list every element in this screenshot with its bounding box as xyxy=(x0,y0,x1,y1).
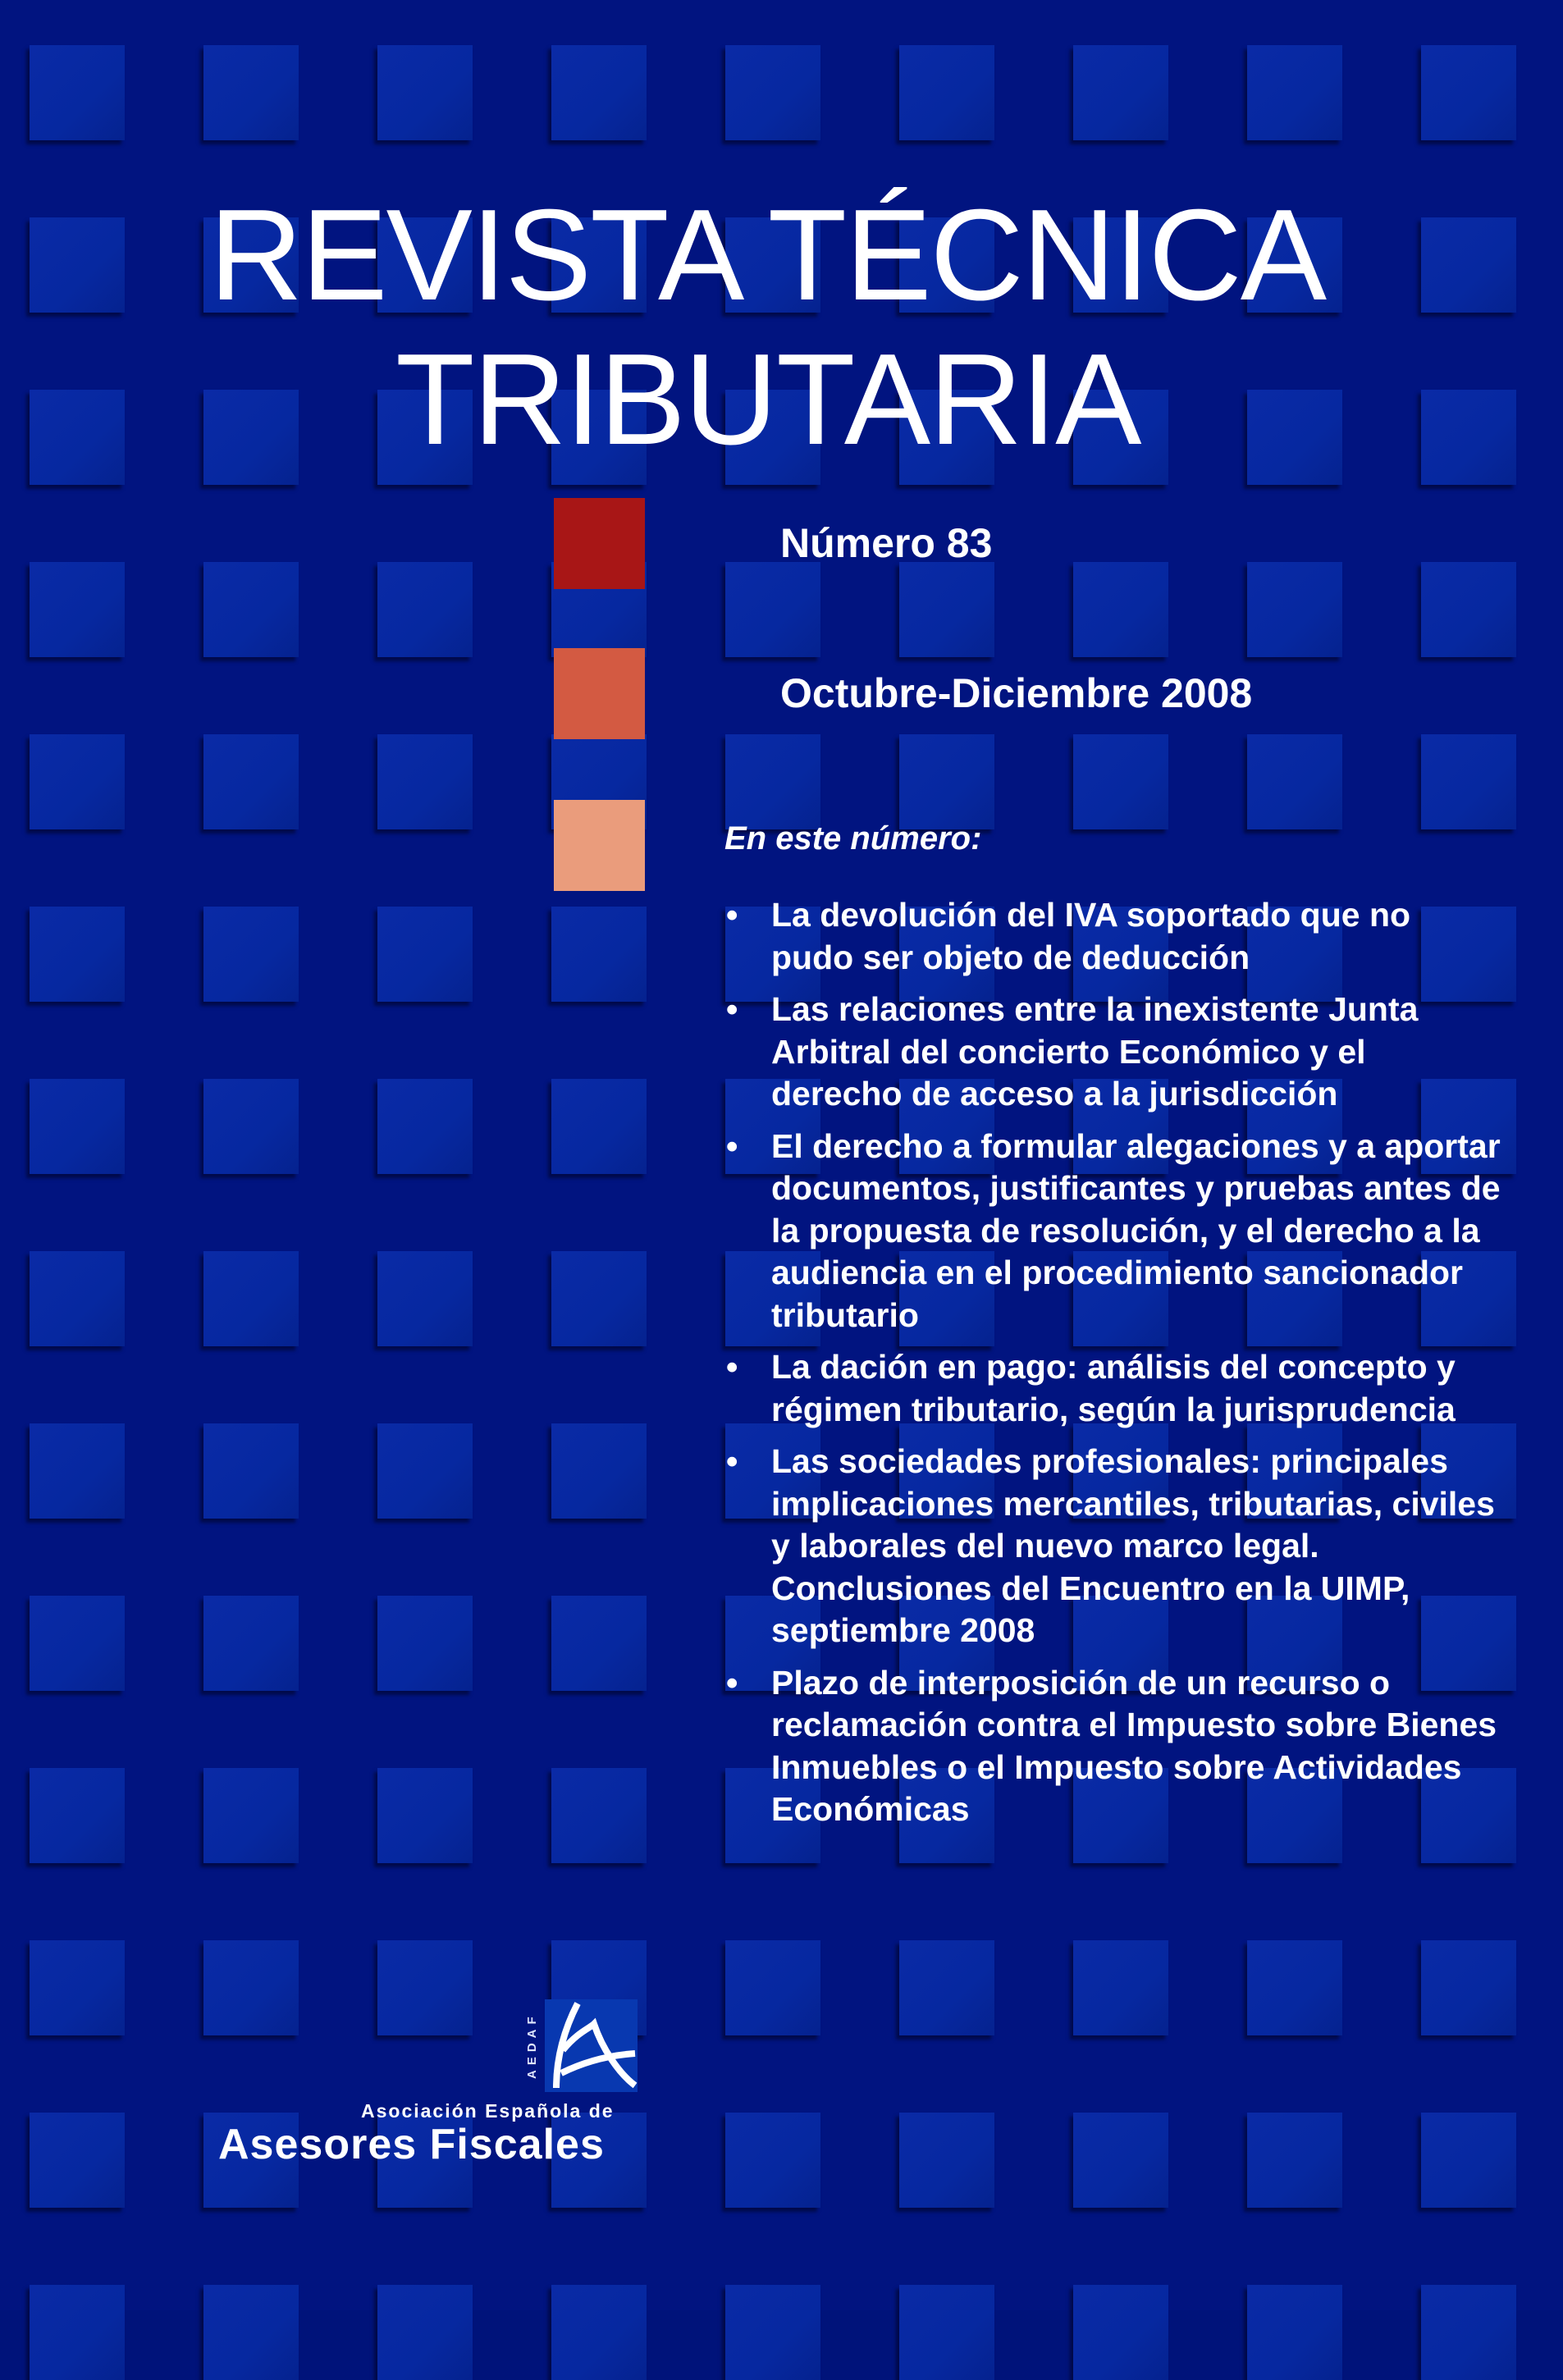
background-square xyxy=(1073,45,1168,140)
background-square xyxy=(203,1423,299,1519)
background-square xyxy=(203,1940,299,2035)
background-square xyxy=(1073,734,1168,829)
background-square xyxy=(1073,2113,1168,2208)
background-square xyxy=(30,1079,125,1174)
background-square xyxy=(30,562,125,657)
background-square xyxy=(551,907,647,1002)
background-square xyxy=(1421,45,1516,140)
article-title: Las sociedades profesionales: principales implicaciones mercantiles, tributarias, civiles y laborales del nuevo marco legal. Conclusiones del Encuentro en la UIMP, septiembre 2008 xyxy=(771,1442,1495,1649)
background-square xyxy=(377,1423,473,1519)
background-square xyxy=(899,1940,994,2035)
accent-square-red xyxy=(554,498,645,589)
accent-square-peach xyxy=(554,800,645,891)
bullet-icon: • xyxy=(726,1348,738,1386)
background-square xyxy=(1421,217,1516,313)
publisher-acronym: AEDAF xyxy=(525,2012,539,2080)
background-square xyxy=(203,1251,299,1346)
publisher-line-2: Asesores Fiscales xyxy=(218,2121,605,2168)
background-square xyxy=(203,907,299,1002)
aedaf-logo-icon xyxy=(545,1999,638,2092)
background-square xyxy=(1421,2285,1516,2380)
article-title: La dación en pago: análisis del concepto y régimen tributario, según la jurisprudencia xyxy=(771,1348,1456,1428)
issue-period: Octubre-Diciembre 2008 xyxy=(780,670,1253,716)
background-square xyxy=(203,390,299,485)
background-square xyxy=(551,1423,647,1519)
background-square xyxy=(1421,734,1516,829)
background-square xyxy=(377,1079,473,1174)
background-square xyxy=(1247,390,1342,485)
background-square xyxy=(203,562,299,657)
background-square xyxy=(1247,2285,1342,2380)
bullet-icon: • xyxy=(726,1126,738,1165)
background-square xyxy=(30,217,125,313)
background-square xyxy=(725,45,820,140)
publisher-line-1: Asociación Española de xyxy=(361,2100,615,2122)
background-square xyxy=(30,1251,125,1346)
background-square xyxy=(725,562,820,657)
background-square xyxy=(1421,562,1516,657)
background-square xyxy=(377,1251,473,1346)
background-square xyxy=(203,1079,299,1174)
article-title: Plazo de interposición de un recurso o reclamación contra el Impuesto sobre Bienes Inmuebles o el Impuesto sobre Actividades Económicas xyxy=(771,1663,1497,1828)
background-square xyxy=(377,562,473,657)
background-square xyxy=(1073,2285,1168,2380)
background-square xyxy=(203,45,299,140)
bullet-icon: • xyxy=(726,1442,738,1480)
background-square xyxy=(377,2285,473,2380)
bullet-icon: • xyxy=(726,1663,738,1702)
article-title: La devolución del IVA soportado que no pudo ser objeto de deducción xyxy=(771,896,1411,976)
background-square xyxy=(899,562,994,657)
background-square xyxy=(1421,390,1516,485)
background-square xyxy=(725,734,820,829)
article-item xyxy=(722,1441,1501,1652)
title-line-1: REVISTA TÉCNICA xyxy=(209,183,1326,327)
background-square xyxy=(1247,2113,1342,2208)
background-square xyxy=(1247,45,1342,140)
background-square xyxy=(30,1940,125,2035)
background-square xyxy=(203,2285,299,2380)
background-square xyxy=(725,1940,820,2035)
bullet-icon: • xyxy=(726,896,738,934)
background-square xyxy=(899,2113,994,2208)
article-title: El derecho a formular alegaciones y a aportar documentos, justificantes y pruebas antes de la propuesta de resolución, y el derecho a la audiencia en el procedimiento sancionador tributario xyxy=(771,1126,1501,1334)
title-line-2: TRIBUTARIA xyxy=(395,327,1140,472)
article-title: Las relaciones entre la inexistente Junta Arbitral del concierto Económico y el derecho de acceso a la jurisdicción xyxy=(771,990,1419,1112)
article-item xyxy=(722,989,1501,1116)
background-square xyxy=(377,1768,473,1863)
background-square xyxy=(899,734,994,829)
background-square xyxy=(30,390,125,485)
article-item xyxy=(722,894,1501,979)
background-square xyxy=(377,1596,473,1691)
background-square xyxy=(30,1596,125,1691)
bullet-icon: • xyxy=(726,990,738,1028)
background-square xyxy=(551,1768,647,1863)
background-square xyxy=(377,907,473,1002)
issue-number: Número 83 xyxy=(780,520,993,566)
background-square xyxy=(551,2285,647,2380)
background-square xyxy=(1247,734,1342,829)
background-square xyxy=(30,734,125,829)
article-item xyxy=(722,1346,1501,1431)
background-square xyxy=(30,1423,125,1519)
background-square xyxy=(30,2113,125,2208)
background-square xyxy=(30,45,125,140)
background-square xyxy=(1247,1940,1342,2035)
background-square xyxy=(1073,562,1168,657)
background-square xyxy=(30,907,125,1002)
background-square xyxy=(203,1768,299,1863)
background-square xyxy=(725,2285,820,2380)
contents-intro: En este número: xyxy=(724,820,982,857)
background-square xyxy=(203,1596,299,1691)
background-square xyxy=(551,1596,647,1691)
article-item xyxy=(722,1662,1501,1831)
article-item xyxy=(722,1126,1501,1337)
background-square xyxy=(377,734,473,829)
article-list xyxy=(722,894,1501,1841)
background-square xyxy=(551,1251,647,1346)
background-square xyxy=(30,2285,125,2380)
background-square xyxy=(551,1079,647,1174)
background-square xyxy=(377,1940,473,2035)
background-square xyxy=(899,45,994,140)
background-square xyxy=(30,1768,125,1863)
background-square xyxy=(1073,1940,1168,2035)
background-square xyxy=(1421,1940,1516,2035)
accent-square-orange xyxy=(554,648,645,739)
background-square xyxy=(203,734,299,829)
background-square xyxy=(1421,2113,1516,2208)
background-square xyxy=(551,45,647,140)
background-square xyxy=(377,45,473,140)
background-square xyxy=(899,2285,994,2380)
background-square xyxy=(1247,562,1342,657)
background-square xyxy=(725,2113,820,2208)
